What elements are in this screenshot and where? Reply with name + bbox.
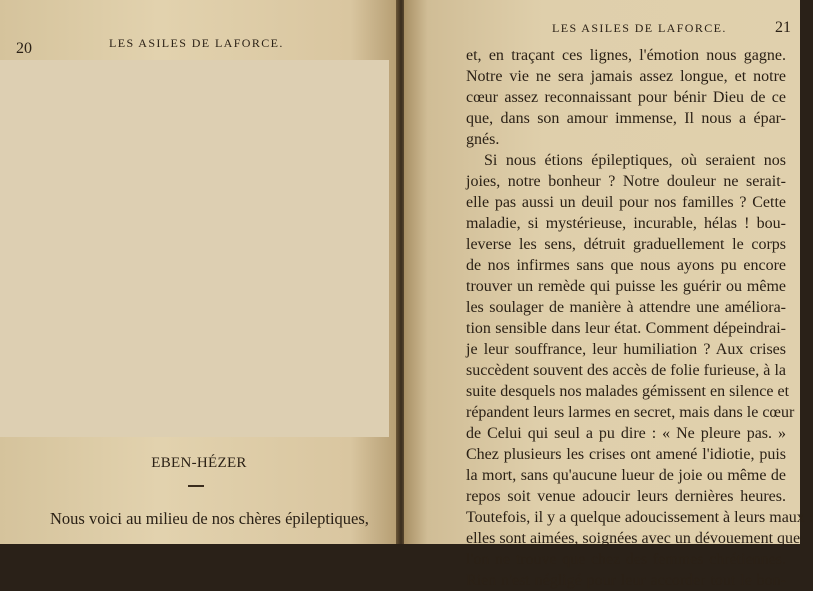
text-line: trouver un remède qui puisse les guérir ou même: [466, 278, 786, 295]
text-line: et, en traçant ces lignes, l'émotion nous gagne.: [466, 47, 786, 64]
text-line: leverse les sens, détruit graduellement le corps: [466, 236, 786, 253]
text-line: de nos infirmes sans que nous ayons pu encore: [466, 257, 786, 274]
text-line: Chez plusieurs les crises ont amené l'idiotie, puis: [466, 446, 786, 463]
blank-region: [0, 60, 389, 437]
text-line: que, dans son amour immense, Il nous a épar-: [466, 110, 786, 127]
text-line: Toutefois, il y a quelque adoucissement à leurs maux :: [466, 509, 813, 526]
text-line: repos soit venue adoucir leurs dernières heures.: [466, 488, 786, 505]
right-running-head: LES ASILES DE LAFORCE.: [552, 21, 727, 35]
body-text: [466, 45, 813, 591]
text-line: suite desquels nos malades gémissent en silence et: [466, 383, 790, 400]
text-line: l'on ne trouve que chez des femmes chrétiennes.: [466, 551, 786, 568]
opening-line: Nous voici au milieu de nos chères épileptiques,: [50, 509, 369, 528]
text-line: répandent leurs larmes en secret, mais dans le cœur: [466, 404, 795, 421]
text-line: cœur assez reconnaissant pour bénir Dieu de ce: [466, 89, 786, 106]
text-line: Rien n'est négligé pour leur accorder tout le bon-: [466, 572, 786, 589]
text-line: elles sont aimées, soignées avec un dévouement que: [466, 530, 801, 547]
text-line: Notre vie ne sera jamais assez longue, et notre: [466, 68, 786, 85]
title-rule: [188, 485, 204, 487]
text-line: les soulager de manière à attendre une améliora-: [466, 299, 786, 316]
text-line: tion sensible dans leur état. Comment dépeindrai-: [466, 320, 786, 337]
left-running-head: LES ASILES DE LAFORCE.: [109, 36, 284, 50]
right-page-number: 21: [775, 19, 791, 36]
text-line: Si nous étions épileptiques, où seraient nos: [484, 152, 786, 169]
left-page-number: 20: [16, 40, 32, 57]
text-line: de Celui qui seul a pu dire : « Ne pleure pas. »: [466, 425, 786, 442]
text-line: elle pas aussi un deuil pour nos familles ? Cette: [466, 194, 786, 211]
text-line: gnés.: [466, 131, 500, 148]
left-page: [0, 0, 398, 544]
text-line: la mort, sans qu'aucune lueur de joie ou même de: [466, 467, 786, 484]
section-title: EBEN-HÉZER: [151, 455, 247, 471]
text-line: je leur souffrance, leur humiliation ? Aux crises: [466, 341, 786, 358]
text-line: maladie, si mystérieuse, incurable, hélas ! bou-: [466, 215, 786, 232]
text-line: succèdent souvent des accès de folie furieuse, à la: [466, 362, 786, 379]
text-line: joies, notre bonheur ? Notre douleur ne serait-: [466, 173, 786, 190]
